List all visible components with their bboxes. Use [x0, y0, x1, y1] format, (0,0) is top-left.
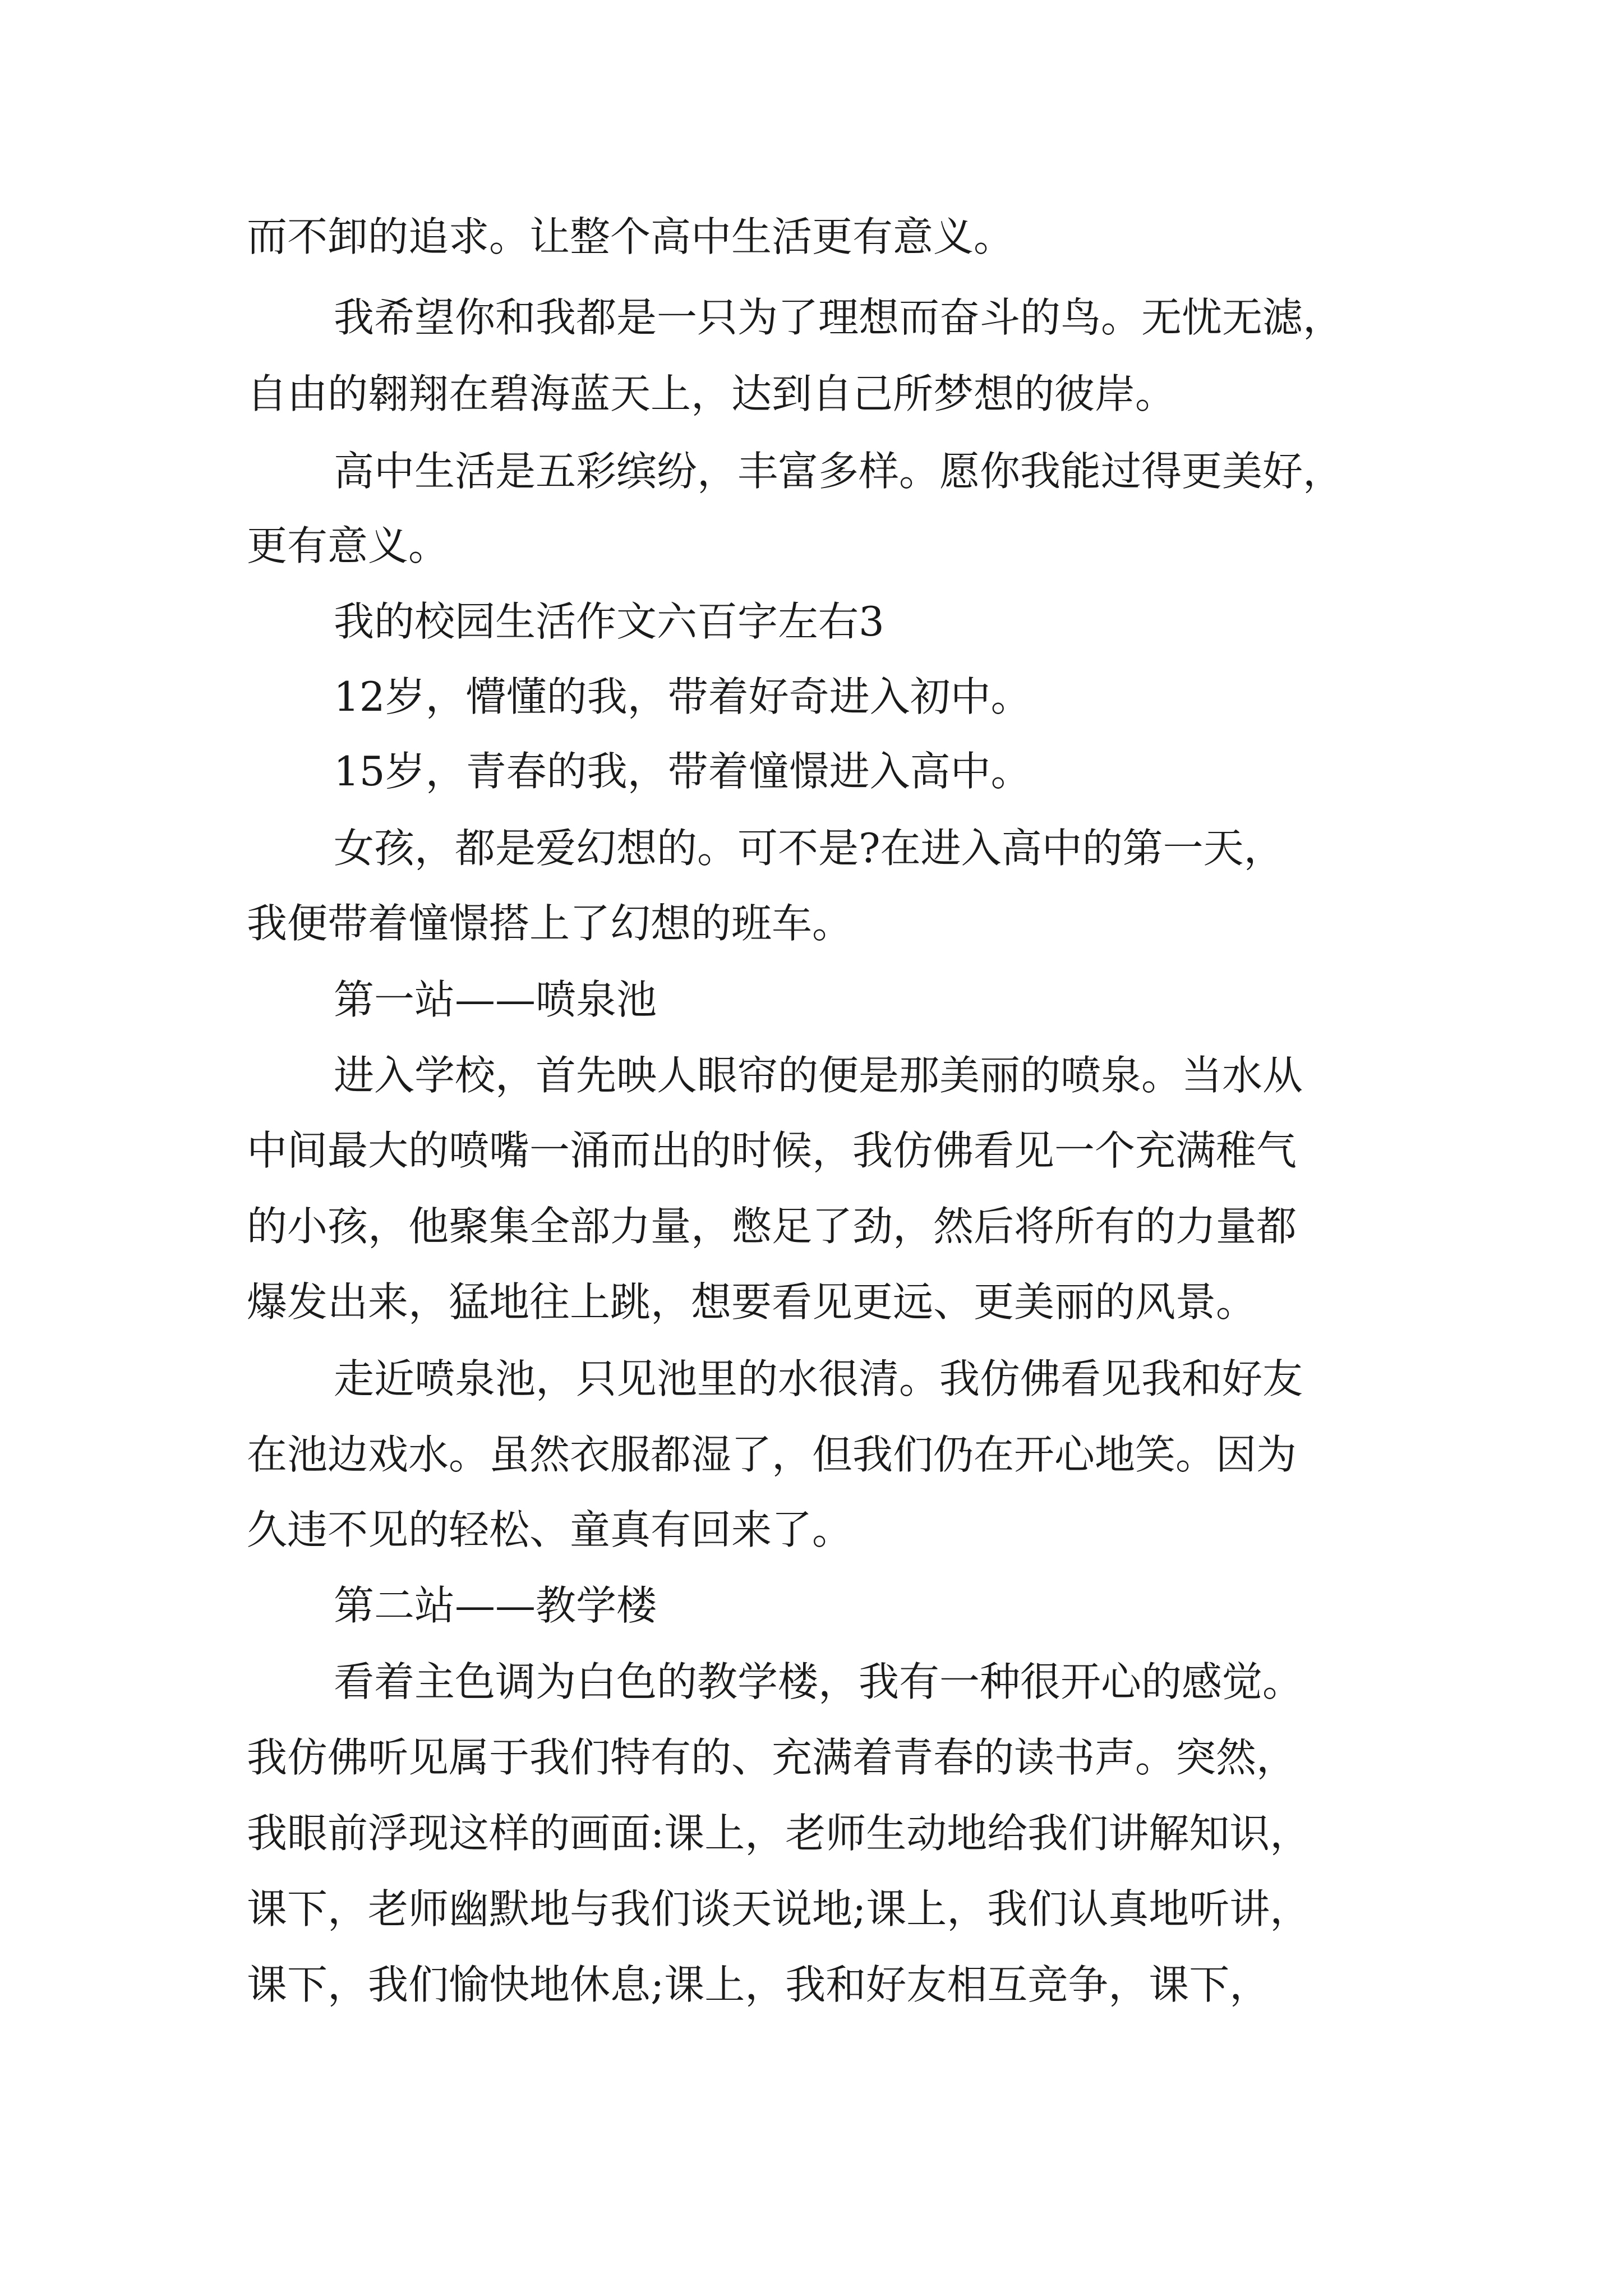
text-line: 久违不见的轻松、童真有回来了。 — [247, 1506, 853, 1553]
text-line: 我希望你和我都是一只为了理想而奋斗的鸟。无忧无滤， — [334, 294, 1344, 341]
text-line: 女孩，都是爱幻想的。可不是?在进入高中的第一天， — [334, 825, 1284, 872]
text-line: 的小孩，他聚集全部力量，憋足了劲，然后将所有的力量都 — [247, 1203, 1297, 1250]
text-line: 而不卸的追求。让整个高中生活更有意义。 — [247, 213, 1015, 260]
text-line: 我便带着憧憬搭上了幻想的班车。 — [247, 900, 853, 947]
text-line: 课下，我们愉快地休息;课上，我和好友相互竞争，课下， — [247, 1961, 1270, 2008]
text-line: 课下，老师幽默地与我们谈天说地;课上，我们认真地听讲， — [247, 1885, 1311, 1932]
text-line: 我仿佛听见属于我们特有的、充满着青春的读书声。突然， — [247, 1734, 1297, 1781]
section-heading: 第二站——教学楼 — [334, 1582, 657, 1629]
text-line: 看着主色调为白色的教学楼，我有一种很开心的感觉。 — [334, 1658, 1303, 1705]
text-line: 12岁，懵懂的我，带着好奇进入初中。 — [334, 673, 1031, 720]
text-line: 高中生活是五彩缤纷，丰富多样。愿你我能过得更美好， — [334, 448, 1344, 495]
text-line: 走近喷泉池，只见池里的水很清。我仿佛看见我和好友 — [334, 1355, 1303, 1402]
section-heading: 第一站——喷泉池 — [334, 976, 657, 1023]
text-line: 在池边戏水。虽然衣服都湿了，但我们仍在开心地笑。因为 — [247, 1431, 1297, 1478]
section-heading: 我的校园生活作文六百字左右3 — [334, 598, 884, 645]
text-line: 爆发出来，猛地往上跳，想要看见更远、更美丽的风景。 — [247, 1278, 1257, 1326]
text-line: 15岁，青春的我，带着憧憬进入高中。 — [334, 748, 1031, 795]
text-line: 中间最大的喷嘴一涌而出的时候，我仿佛看见一个充满稚气 — [247, 1127, 1297, 1174]
text-line: 更有意义。 — [247, 522, 449, 569]
text-line: 自由的翱翔在碧海蓝天上，达到自己所梦想的彼岸。 — [247, 370, 1176, 417]
text-line: 我眼前浮现这样的画面:课上，老师生动地给我们讲解知识， — [247, 1810, 1311, 1857]
text-line: 进入学校，首先映人眼帘的便是那美丽的喷泉。当水从 — [334, 1052, 1303, 1099]
